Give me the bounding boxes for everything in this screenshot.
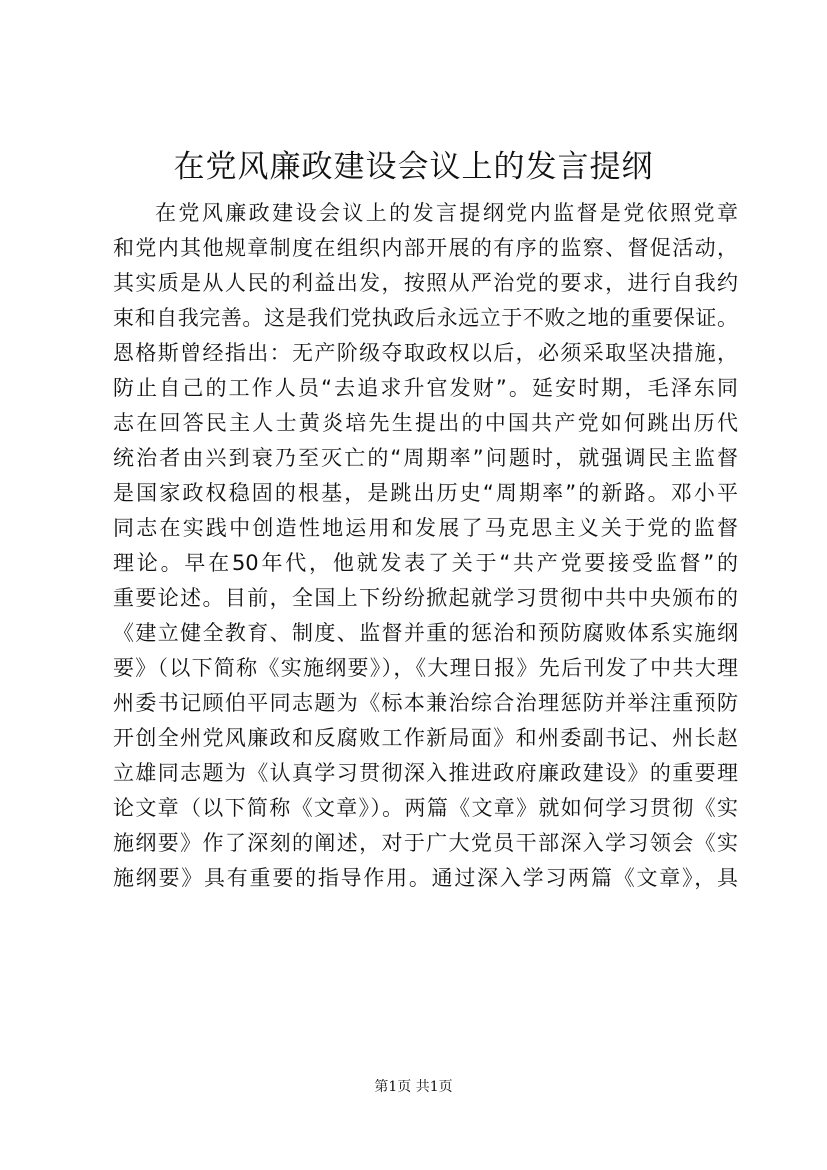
text-line: 志在回答民主人士黄炎培先生提出的中国共产党如何跳出历代 bbox=[113, 411, 738, 435]
body-paragraph bbox=[113, 196, 738, 896]
text-line: 要》（以下简称《实施纲要》），《大理日报》先后刊发了中共大理 bbox=[113, 656, 738, 680]
text-line: 和党内其他规章制度在组织内部开展的有序的监察、督促活动， bbox=[113, 236, 738, 260]
text-line: 《建立健全教育、制度、监督并重的惩治和预防腐败体系实施纲 bbox=[113, 621, 738, 645]
text-line: 在党风廉政建设会议上的发言提纲党内监督是党依照党章 bbox=[155, 201, 738, 225]
text-line: 其实质是从人民的利益出发，按照从严治党的要求，进行自我约 bbox=[113, 271, 738, 295]
text-line: 恩格斯曾经指出：无产阶级夺取政权以后，必须采取坚决措施， bbox=[113, 341, 738, 365]
page-number-footer: 第1页 共1页 bbox=[374, 1079, 453, 1095]
text-line: 防止自己的工作人员“去追求升官发财”。延安时期，毛泽东同 bbox=[113, 376, 738, 400]
text-line: 州委书记顾伯平同志题为《标本兼治综合治理惩防并举注重预防 bbox=[113, 691, 738, 715]
text-line: 同志在实践中创造性地运用和发展了马克思主义关于党的监督 bbox=[113, 516, 738, 540]
text-line: 立雄同志题为《认真学习贯彻深入推进政府廉政建设》的重要理 bbox=[113, 761, 738, 785]
text-line: 理论。早在50年代，他就发表了关于“共产党要接受监督”的 bbox=[113, 551, 738, 575]
text-line: 开创全州党风廉政和反腐败工作新局面》和州委副书记、州长赵 bbox=[113, 726, 738, 750]
document-title: 在党风廉政建设会议上的发言提纲 bbox=[173, 149, 654, 185]
text-line: 施纲要》具有重要的指导作用。通过深入学习两篇《文章》，具 bbox=[113, 866, 738, 890]
text-line: 束和自我完善。这是我们党执政后永远立于不败之地的重要保证。 bbox=[113, 306, 738, 330]
text-line: 论文章（以下简称《文章》）。两篇《文章》就如何学习贯彻《实 bbox=[113, 796, 738, 820]
text-line: 统治者由兴到衰乃至灭亡的“周期率”问题时，就强调民主监督 bbox=[113, 446, 738, 470]
text-line: 施纲要》作了深刻的阐述，对于广大党员干部深入学习领会《实 bbox=[113, 831, 738, 855]
text-line: 是国家政权稳固的根基，是跳出历史“周期率”的新路。邓小平 bbox=[113, 481, 738, 505]
text-line: 重要论述。目前，全国上下纷纷掀起就学习贯彻中共中央颁布的 bbox=[113, 586, 738, 610]
